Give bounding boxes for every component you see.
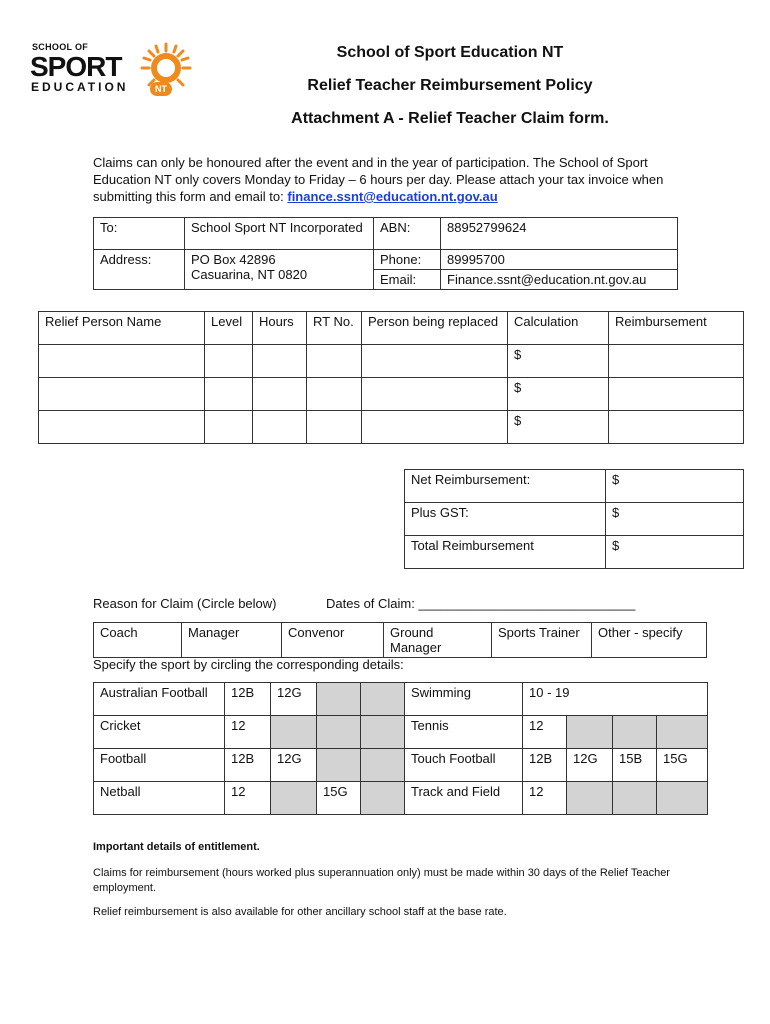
header-reimbursement: Reimbursement [609,312,744,345]
sport-empty-cell [657,716,708,749]
sport-option[interactable]: 12G [271,683,317,716]
header-policy: Relief Teacher Reimbursement Policy [307,77,593,94]
table-row [39,345,744,378]
abn-label: ABN: [374,218,441,250]
sport-option[interactable]: 12 [225,716,271,749]
sport-option[interactable]: 12G [271,749,317,782]
hours-cell[interactable] [253,411,307,444]
level-cell[interactable] [205,411,253,444]
address-table [93,217,678,290]
table-row [94,716,708,749]
hours-cell[interactable] [253,345,307,378]
details-paragraph-2: Relief reimbursement is also available for other ancillary school staff at the base rate. [93,906,507,918]
relief-name-cell[interactable] [39,345,205,378]
calculation-cell[interactable]: $ [508,345,609,378]
sport-empty-cell [361,749,405,782]
table-row [39,411,744,444]
sport-swimming[interactable]: Swimming [405,683,523,716]
reason-ground-manager[interactable]: Ground Manager [384,623,492,658]
intro-text: Claims can only be honoured after the event and in the year of participation. The School of Sport Education NT only covers Monday to Friday – 6 hours per day. Please attach your tax invoice when submitting this form and email to: [93,155,664,204]
sport-tennis[interactable]: Tennis [405,716,523,749]
calculation-cell[interactable]: $ [508,378,609,411]
sport-australian-football[interactable]: Australian Football [94,683,225,716]
intro-paragraph [93,154,683,205]
rt-no-cell[interactable] [307,345,362,378]
header-attachment: Attachment A - Relief Teacher Claim form. [291,110,609,127]
header-calculation: Calculation [508,312,609,345]
sport-option[interactable]: 15G [657,749,708,782]
sport-option[interactable]: 12 [523,782,567,815]
table-row [94,683,708,716]
table-row [94,782,708,815]
address-label: Address: [94,250,185,290]
relief-name-cell[interactable] [39,411,205,444]
sport-track-and-field[interactable]: Track and Field [405,782,523,815]
sport-empty-cell [317,683,361,716]
totals-table [404,469,744,569]
to-value: School Sport NT Incorporated [185,218,374,250]
reimbursement-cell[interactable] [609,411,744,444]
sport-option[interactable]: 12B [225,749,271,782]
finance-email-link[interactable]: finance.ssnt@education.nt.gov.au [287,189,498,204]
sport-empty-cell [317,716,361,749]
sport-touch-football[interactable]: Touch Football [405,749,523,782]
reimbursement-cell[interactable] [609,345,744,378]
claim-table [38,311,744,444]
dates-input-line[interactable]: ______________________________ [418,596,636,611]
email-label: Email: [374,270,441,290]
phone-value: 89995700 [441,250,678,270]
abn-value: 88952799624 [441,218,678,250]
relief-name-cell[interactable] [39,378,205,411]
sport-empty-cell [361,716,405,749]
total-reimbursement-label: Total Reimbursement [405,536,606,569]
sport-empty-cell [657,782,708,815]
net-reimbursement-label: Net Reimbursement: [405,470,606,503]
dates-label: Dates of Claim: [326,596,415,611]
to-label: To: [94,218,185,250]
header-rt-no: RT No. [307,312,362,345]
details-heading: Important details of entitlement. [93,841,260,853]
reimbursement-cell[interactable] [609,378,744,411]
rt-no-cell[interactable] [307,411,362,444]
total-reimbursement-value[interactable]: $ [606,536,744,569]
sport-option[interactable]: 12 [523,716,567,749]
logo-education: EDUCATION [31,80,129,94]
header-title: School of Sport Education NT [336,44,564,61]
sport-option[interactable]: 12B [225,683,271,716]
gst-value[interactable]: $ [606,503,744,536]
table-row [39,378,744,411]
sport-table [93,682,708,815]
reason-label: Reason for Claim (Circle below) [93,596,277,611]
table-row [94,749,708,782]
details-paragraph-1: Claims for reimbursement (hours worked plus superannuation only) must be made within 30 days of the Relief Teacher employment. [93,867,670,894]
level-cell[interactable] [205,345,253,378]
sport-option[interactable]: 12G [567,749,613,782]
sport-empty-cell [567,716,613,749]
sport-option[interactable]: 12B [523,749,567,782]
gst-label: Plus GST: [405,503,606,536]
logo-nt-text: NT [155,84,167,94]
sport-empty-cell [613,716,657,749]
sport-empty-cell [271,782,317,815]
level-cell[interactable] [205,378,253,411]
sport-option[interactable]: 15G [317,782,361,815]
sport-football[interactable]: Football [94,749,225,782]
reason-coach[interactable]: Coach [94,623,182,658]
logo-school-of: SCHOOL OF [32,42,89,52]
logo-nt-badge [150,82,172,96]
hours-cell[interactable] [253,378,307,411]
sport-empty-cell [271,716,317,749]
sport-empty-cell [317,749,361,782]
header-hours: Hours [253,312,307,345]
address-line2: Casuarina, NT 0820 [191,267,308,282]
replaced-cell[interactable] [362,378,508,411]
replaced-cell[interactable] [362,345,508,378]
dates-of-claim [326,596,635,611]
email-value: Finance.ssnt@education.nt.gov.au [441,270,678,290]
address-line1: PO Box 42896 [191,252,276,267]
sport-option[interactable]: 15B [613,749,657,782]
calculation-cell[interactable]: $ [508,411,609,444]
sport-instruction: Specify the sport by circling the corresponding details: [93,657,404,672]
sport-empty-cell [361,782,405,815]
reason-manager[interactable]: Manager [182,623,282,658]
reason-other[interactable]: Other - specify [592,623,707,658]
header-relief-person-name: Relief Person Name [39,312,205,345]
logo-sport: SPORT [30,51,122,82]
reason-convenor[interactable]: Convenor [282,623,384,658]
net-reimbursement-value[interactable]: $ [606,470,744,503]
sport-empty-cell [567,782,613,815]
sport-option[interactable]: 12 [225,782,271,815]
sport-empty-cell [361,683,405,716]
sport-netball[interactable]: Netball [94,782,225,815]
reason-sports-trainer[interactable]: Sports Trainer [492,623,592,658]
header-level: Level [205,312,253,345]
replaced-cell[interactable] [362,411,508,444]
sport-empty-cell [613,782,657,815]
sport-option[interactable]: 10 - 19 [523,683,708,716]
reason-table [93,622,707,658]
phone-label: Phone: [374,250,441,270]
header-person-replaced: Person being replaced [362,312,508,345]
sport-cricket[interactable]: Cricket [94,716,225,749]
logo [30,42,195,100]
rt-no-cell[interactable] [307,378,362,411]
address-value [185,250,374,290]
